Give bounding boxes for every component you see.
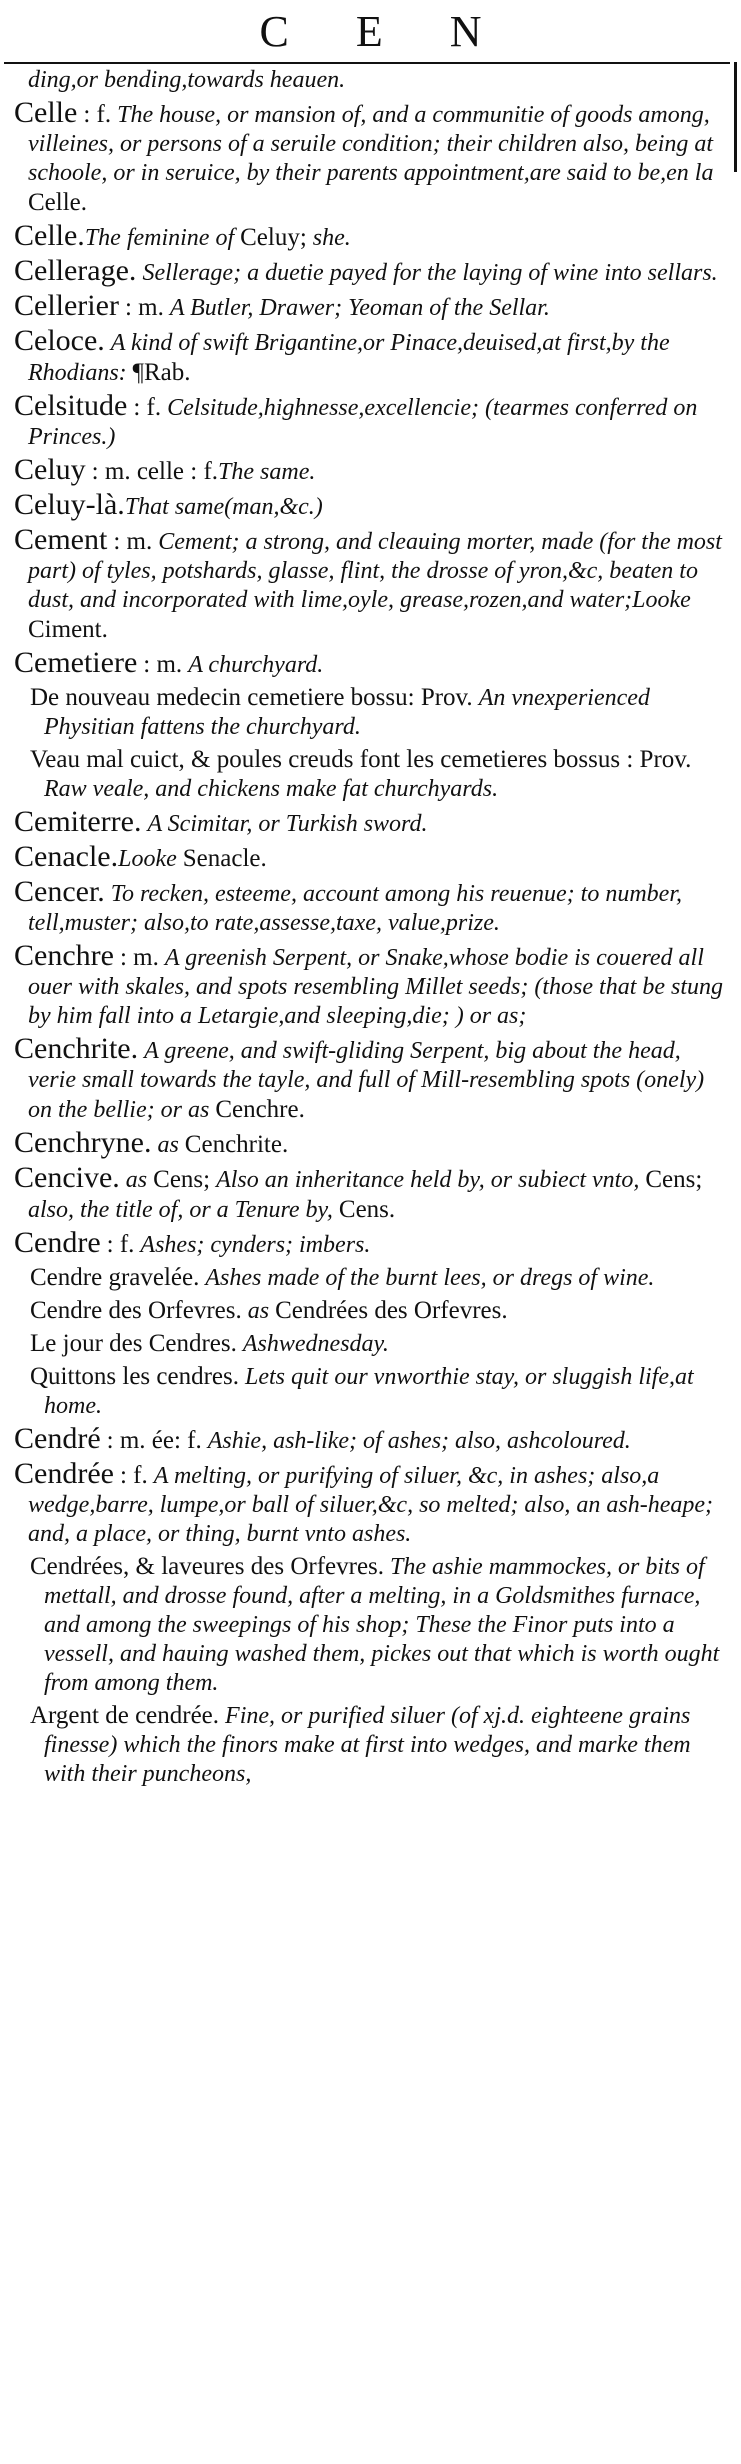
subentry-cemetiere-1	[14, 683, 724, 742]
entry-continuation: ding,or bending,towards heauen.	[28, 67, 346, 93]
headword: Cencer.	[14, 875, 105, 908]
headword: Cenchre	[14, 939, 114, 972]
grammar: : m. ée: f.	[106, 1427, 202, 1454]
headword: Cemetiere	[14, 646, 138, 679]
definition: Cement; a strong, and cleauing morter, made (for the most part) of tyles, potshards, glasse, flint, the drosse of yron,&c, beaten to dust, and incorporated with lime,oyle, grease,rozen,and water;Looke	[28, 529, 722, 613]
entry-cenacle	[14, 842, 724, 874]
grammar: : f.	[119, 1462, 148, 1489]
headword: Cendrée	[14, 1457, 114, 1490]
subentry-phrase: Le jour des Cendres.	[30, 1330, 237, 1357]
subentry-phrase: Cendre gravelée.	[30, 1264, 200, 1291]
definition: A greene, and swift-gliding Serpent, big about the head, verie small towards the tayle, and full of Mill-resembling spots (onely) on the bellie; or as	[28, 1038, 705, 1123]
entry-cendre-adjective	[14, 1424, 724, 1456]
french-reference: Cens;	[153, 1166, 211, 1193]
subentry-phrase: Quittons les cendres.	[30, 1363, 239, 1390]
grammar: : f.	[83, 101, 112, 128]
grammar: : f.	[133, 394, 162, 421]
continued-text	[14, 66, 724, 95]
definition: as	[157, 1132, 179, 1158]
definition: A churchyard.	[188, 652, 324, 678]
definition: The house, or mansion of, and a communitie of goods among, villeines, or persons of a seruile condition; their children also, being at schoole, or in seruice, by their parents appointment,are said to be,en la	[28, 102, 714, 186]
definition: A Butler, Drawer; Yeoman of the Sellar.	[169, 295, 550, 321]
entry-cendre	[14, 1228, 724, 1260]
french-reference: Cens;	[645, 1166, 703, 1193]
french-reference: Cendrées des Orfevres.	[275, 1297, 508, 1324]
dictionary-column	[14, 66, 724, 1792]
headword: Celle	[14, 96, 78, 129]
definition: The ashie mammockes, or bits of mettall, and drosse found, after a melting, in a Goldsmithes furnace, and among the sweepings of his shop; These the Finor puts into a vessell, and hauing washed them, pickes out that which is worth ought from among them.	[44, 1554, 720, 1696]
definition: Ashes; cynders; imbers.	[140, 1232, 371, 1258]
entry-cellerage	[14, 256, 724, 288]
french-reference: Celle.	[28, 189, 88, 216]
headword: Cemiterre.	[14, 805, 142, 838]
subentry-cendre-3	[14, 1329, 724, 1359]
definition-cont: also, the title of, or a Tenure by,	[28, 1197, 333, 1223]
entry-celsitude	[14, 391, 724, 452]
headword: Cellerage.	[14, 254, 137, 287]
french-reference: Cenchre.	[215, 1096, 305, 1123]
definition-cont: Also an inheritance held by, or subiect vnto,	[216, 1167, 640, 1193]
headword: Cendré	[14, 1422, 101, 1455]
french-reference: Cenchrite.	[184, 1131, 289, 1158]
french-reference: Ciment.	[28, 616, 108, 643]
definition: An vnexperienced Physitian fattens the churchyard.	[44, 685, 650, 740]
grammar: : m.	[124, 294, 164, 321]
headword: Celoce.	[14, 324, 105, 357]
subentry-cendree-1	[14, 1552, 724, 1698]
entry-celuy	[14, 455, 724, 487]
subentry-phrase: De nouveau medecin cemetiere bossu: Prov.	[30, 684, 473, 711]
definition: That same(man,&c.)	[124, 494, 323, 520]
grammar: : m.	[113, 528, 153, 555]
headword: Cenacle.	[14, 840, 119, 873]
french-reference: ¶Rab.	[132, 359, 191, 386]
headword: Cenchrite.	[14, 1032, 139, 1065]
definition-cont: she.	[312, 225, 351, 251]
definition: Raw veale, and chickens make fat churchyards.	[44, 776, 499, 802]
entry-cemetiere	[14, 648, 724, 680]
subentry-phrase: Cendrées, & laveures des Orfevres.	[30, 1553, 385, 1580]
definition: Looke	[118, 846, 177, 872]
definition: A greenish Serpent, or Snake,whose bodie is couered all ouer with skales, and spots resembling Millet seeds; (those that be stung by him fall into a Letargie,and sleeping,die; ) or as;	[28, 945, 724, 1029]
page-header	[0, 0, 741, 62]
headword: Celuy-là.	[14, 488, 125, 521]
entry-cenchre	[14, 941, 724, 1031]
subentry-cendre-1	[14, 1263, 724, 1293]
definition: Ashie, ash-like; of ashes; also, ashcoloured.	[207, 1428, 631, 1454]
subentry-phrase: Cendre des Orfevres.	[30, 1297, 242, 1324]
definition: A kind of swift Brigantine,or Pinace,deuised,at first,by the Rhodians:	[28, 330, 670, 386]
definition: The same.	[218, 459, 316, 485]
entry-cenchryne	[14, 1128, 724, 1160]
entry-celoce	[14, 326, 724, 388]
subentry-cendre-4	[14, 1362, 724, 1421]
subentry-cendre-2	[14, 1296, 724, 1326]
headword: Cenchryne.	[14, 1126, 152, 1159]
entry-cellerier	[14, 291, 724, 323]
definition: Lets quit our vnworthie stay, or sluggish life,at home.	[44, 1364, 694, 1419]
headword: Cendre	[14, 1226, 101, 1259]
definition: Ashwednesday.	[242, 1331, 389, 1357]
entry-celle	[14, 98, 724, 218]
french-reference: Senacle.	[182, 845, 267, 872]
entry-celuy-la	[14, 490, 724, 522]
definition: as	[247, 1298, 270, 1324]
headword: Celle.	[14, 219, 85, 252]
headword: Cencive.	[14, 1161, 120, 1194]
grammar: : m.	[143, 651, 183, 678]
entry-cement	[14, 525, 724, 645]
definition: Sellerage; a duetie payed for the laying of wine into sellars.	[142, 260, 718, 286]
definition: Celsitude,highnesse,excellencie; (tearmes conferred on Princes.)	[28, 395, 698, 450]
definition: A melting, or purifying of siluer, &c, in ashes; also,a wedge,barre, lumpe,or ball of siluer,&c, so melted; also, an ash-heape; and, a place, or thing, burnt vnto ashes.	[28, 1463, 714, 1547]
margin-line	[734, 62, 737, 172]
subentry-cemetiere-2	[14, 745, 724, 804]
definition: Ashes made of the burnt lees, or dregs of wine.	[205, 1265, 655, 1291]
headword: Cellerier	[14, 289, 119, 322]
grammar: : m.	[119, 944, 159, 971]
definition: A Scimitar, or Turkish sword.	[147, 811, 428, 837]
french-reference: Cens.	[338, 1196, 396, 1223]
grammar: : m. celle : f.	[91, 458, 219, 485]
subentry-phrase: Veau mal cuict, & poules creuds font les cemetieres bossus : Prov.	[30, 746, 692, 773]
running-head: C E N	[259, 7, 510, 56]
definition: Fine, or purified siluer (of xj.d. eighteene grains finesse) which the finors make at first into wedges, and marke them with their puncheons,	[44, 1703, 691, 1787]
headword: Cement	[14, 523, 108, 556]
subentry-phrase: Argent de cendrée.	[30, 1702, 220, 1729]
definition: as	[125, 1167, 148, 1193]
headword: Celsitude	[14, 389, 128, 422]
entry-cencer	[14, 877, 724, 938]
grammar: : f.	[106, 1231, 135, 1258]
subentry-cendree-2	[14, 1701, 724, 1789]
french-reference: Celuy;	[240, 224, 307, 251]
entry-cemiterre	[14, 807, 724, 839]
definition: To recken, esteeme, account among his reuenue; to number, tell,muster; also,to rate,assesse,taxe, value,prize.	[28, 881, 682, 936]
definition: The feminine of	[84, 225, 235, 251]
entry-cencive	[14, 1163, 724, 1225]
entry-celle-feminine	[14, 221, 724, 253]
entry-cenchrite	[14, 1034, 724, 1125]
headword: Celuy	[14, 453, 86, 486]
header-rule	[4, 62, 730, 64]
entry-cendree	[14, 1459, 724, 1549]
